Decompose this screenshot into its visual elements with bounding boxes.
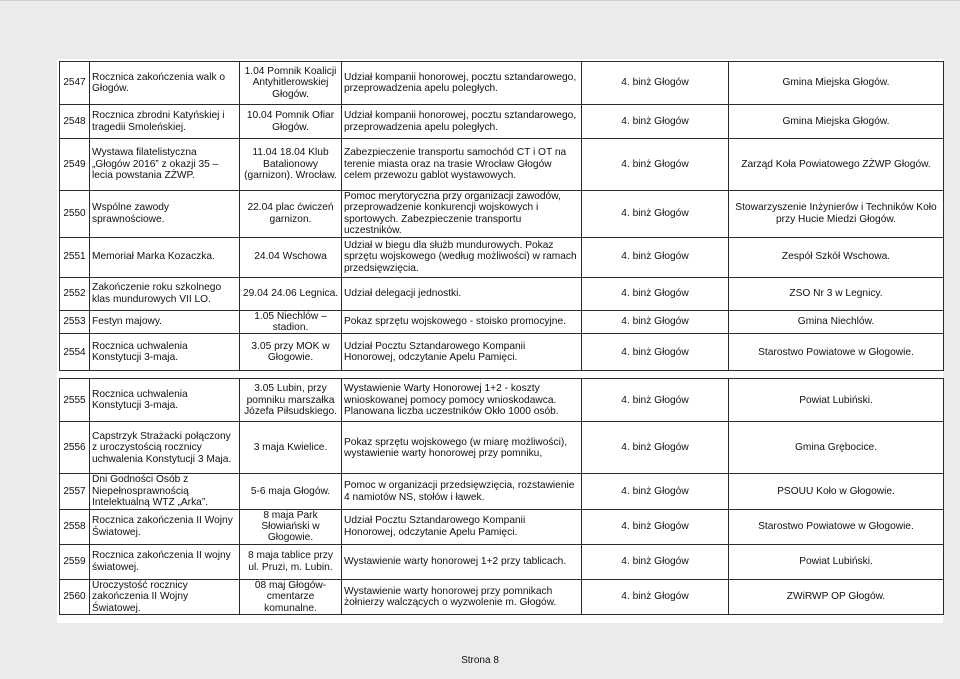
- event-description: Udział Pocztu Sztandarowego Kompanii Honorowej, odczytanie Apelu Pamięci.: [342, 334, 582, 371]
- event-description: Wystawienie Warty Honorowej 1+2 - koszty wnioskowanej pomocy pomocy wnioskodawca. Planowana liczba uczestników Okło 1000 osób.: [342, 379, 582, 422]
- organizer-name: Zarząd Koła Powiatowego ZŻWP Głogów.: [729, 139, 944, 191]
- event-description: Udział kompanii honorowej, pocztu sztandarowego, przeprowadzenia apelu poległych.: [342, 105, 582, 139]
- row-number: 2547: [60, 62, 90, 105]
- organizer-name: Powiat Lubiński.: [729, 379, 944, 422]
- table-row: [60, 379, 944, 422]
- event-name: Memoriał Marka Kozaczka.: [90, 237, 240, 277]
- table-row: [60, 334, 944, 371]
- event-date-place: 29.04 24.06 Legnica.: [240, 277, 342, 310]
- organizer-name: Gmina Grębocice.: [729, 422, 944, 474]
- unit-name: 4. binż Głogów: [582, 277, 729, 310]
- organizer-name: ZWiRWP OP Głogów.: [729, 579, 944, 614]
- event-date-place: 8 maja tablice przy ul. Pruzi, m. Lubin.: [240, 544, 342, 579]
- table-row: [60, 191, 944, 238]
- event-description: Wystawienie warty honorowej przy pomnikach żołnierzy walczących o wyzwolenie m. Głogów.: [342, 579, 582, 614]
- row-number: 2551: [60, 237, 90, 277]
- row-number: 2554: [60, 334, 90, 371]
- event-date-place: 3 maja Kwielice.: [240, 422, 342, 474]
- table-row: [60, 310, 944, 334]
- event-name: Rocznica zbrodni Katyńskiej i tragedii Smoleńskiej.: [90, 105, 240, 139]
- event-name: Rocznica zakończenia II wojny światowej.: [90, 544, 240, 579]
- event-date-place: 1.04 Pomnik Koalicji Antyhitlerowskiej Głogów.: [240, 62, 342, 105]
- row-number: 2556: [60, 422, 90, 474]
- organizer-name: ZSO Nr 3 w Legnicy.: [729, 277, 944, 310]
- unit-name: 4. binż Głogów: [582, 191, 729, 238]
- event-description: Pokaz sprzętu wojskowego (w miarę możliwości), wystawienie warty honorowej przy pomniku,: [342, 422, 582, 474]
- event-name: Wspólne zawody sprawnościowe.: [90, 191, 240, 238]
- organizer-name: Stowarzyszenie Inżynierów i Techników Koło przy Hucie Miedzi Głogów.: [729, 191, 944, 238]
- event-name: Rocznica zakończenia II Wojny Światowej.: [90, 509, 240, 544]
- table-row: [60, 139, 944, 191]
- organizer-name: Gmina Niechlów.: [729, 310, 944, 334]
- event-date-place: 1.05 Niechlów – stadion.: [240, 310, 342, 334]
- organizer-name: Gmina Miejska Głogów.: [729, 105, 944, 139]
- event-description: Pomoc merytoryczna przy organizacji zawodów, przeprowadzenie konkurencji wojskowych i sportowych. Zabezpieczenie transportu uczestników.: [342, 191, 582, 238]
- event-date-place: 3.05 Lubin, przy pomniku marszałka Józefa Piłsudskiego.: [240, 379, 342, 422]
- scan-top-edge: [0, 0, 960, 1]
- unit-name: 4. binż Głogów: [582, 105, 729, 139]
- event-description: Pomoc w organizacji przedsięwzięcia, rozstawienie 4 namiotów NS, stołów i ławek.: [342, 474, 582, 509]
- event-date-place: 22.04 plac ćwiczeń garnizon.: [240, 191, 342, 238]
- event-date-place: 10.04 Pomnik Ofiar Głogów.: [240, 105, 342, 139]
- event-description: Wystawienie warty honorowej 1+2 przy tablicach.: [342, 544, 582, 579]
- event-date-place: 3.05 przy MOK w Głogowie.: [240, 334, 342, 371]
- unit-name: 4. binż Głogów: [582, 237, 729, 277]
- page-footer: Strona 8: [461, 655, 499, 666]
- unit-name: 4. binż Głogów: [582, 334, 729, 371]
- organizer-name: Zespół Szkół Wschowa.: [729, 237, 944, 277]
- event-description: Udział Pocztu Sztandarowego Kompanii Honorowej, odczytanie Apelu Pamięci.: [342, 509, 582, 544]
- row-number: 2558: [60, 509, 90, 544]
- table-row: [60, 277, 944, 310]
- row-number: 2553: [60, 310, 90, 334]
- event-date-place: 5-6 maja Głogów.: [240, 474, 342, 509]
- table-row: [60, 474, 944, 509]
- event-name: Festyn majowy.: [90, 310, 240, 334]
- unit-name: 4. binż Głogów: [582, 422, 729, 474]
- table-body-top: [60, 62, 944, 371]
- table-row: [60, 237, 944, 277]
- table-row: [60, 105, 944, 139]
- table-row: [60, 422, 944, 474]
- event-description: Pokaz sprzętu wojskowego - stoisko promocyjne.: [342, 310, 582, 334]
- event-name: Zakończenie roku szkolnego klas mundurowych VII LO.: [90, 277, 240, 310]
- unit-name: 4. binż Głogów: [582, 474, 729, 509]
- table-row: [60, 509, 944, 544]
- organizer-name: Gmina Miejska Głogów.: [729, 62, 944, 105]
- event-date-place: 11.04 18.04 Klub Batalionowy (garnizon). Wrocław.: [240, 139, 342, 191]
- organizer-name: Powiat Lubiński.: [729, 544, 944, 579]
- unit-name: 4. binż Głogów: [582, 579, 729, 614]
- unit-name: 4. binż Głogów: [582, 139, 729, 191]
- event-name: Rocznica uchwalenia Konstytucji 3-maja.: [90, 334, 240, 371]
- unit-name: 4. binż Głogów: [582, 62, 729, 105]
- row-number: 2549: [60, 139, 90, 191]
- organizer-name: Starostwo Powiatowe w Głogowie.: [729, 334, 944, 371]
- event-description: Udział w biegu dla służb mundurowych. Pokaz sprzętu wojskowego (według możliwości) w ramach przedsięwzięcia.: [342, 237, 582, 277]
- unit-name: 4. binż Głogów: [582, 509, 729, 544]
- row-number: 2559: [60, 544, 90, 579]
- event-description: Zabezpieczenie transportu samochód CT i OT na terenie miasta oraz na trasie Wrocław Głogów celem przewozu gablot wystawowych.: [342, 139, 582, 191]
- event-description: Udział kompanii honorowej, pocztu sztandarowego, przeprowadzenia apelu poległych.: [342, 62, 582, 105]
- table-row: [60, 579, 944, 614]
- event-name: Rocznica zakończenia walk o Głogów.: [90, 62, 240, 105]
- organizer-name: PSOUU Koło w Głogowie.: [729, 474, 944, 509]
- unit-name: 4. binż Głogów: [582, 379, 729, 422]
- event-name: Capstrzyk Strażacki połączony z uroczystością rocznicy uchwalenia Konstytucji 3 Maja.: [90, 422, 240, 474]
- event-name: Uroczystość rocznicy zakończenia II Wojny Światowej.: [90, 579, 240, 614]
- event-name: Wystawa filatelistyczna „Głogów 2016” z okazji 35 – lecia powstania ZŻWP.: [90, 139, 240, 191]
- row-number: 2555: [60, 379, 90, 422]
- row-number: 2560: [60, 579, 90, 614]
- row-number: 2548: [60, 105, 90, 139]
- event-date-place: 8 maja Park Słowiański w Głogowie.: [240, 509, 342, 544]
- unit-name: 4. binż Głogów: [582, 544, 729, 579]
- table-row: [60, 544, 944, 579]
- table-body-bottom: [60, 379, 944, 615]
- event-name: Dni Godności Osób z Niepełnosprawnością Intelektualną WTZ „Arka”.: [90, 474, 240, 509]
- event-description: Udział delegacji jednostki.: [342, 277, 582, 310]
- event-name: Rocznica uchwalenia Konstytucji 3-maja.: [90, 379, 240, 422]
- unit-name: 4. binż Głogów: [582, 310, 729, 334]
- events-table: [59, 61, 944, 615]
- row-number: 2550: [60, 191, 90, 238]
- table-gap: [60, 371, 944, 379]
- event-date-place: 24.04 Wschowa: [240, 237, 342, 277]
- organizer-name: Starostwo Powiatowe w Głogowie.: [729, 509, 944, 544]
- row-number: 2552: [60, 277, 90, 310]
- row-number: 2557: [60, 474, 90, 509]
- table-row: [60, 62, 944, 105]
- event-date-place: 08 maj Głogów- cmentarze komunalne.: [240, 579, 342, 614]
